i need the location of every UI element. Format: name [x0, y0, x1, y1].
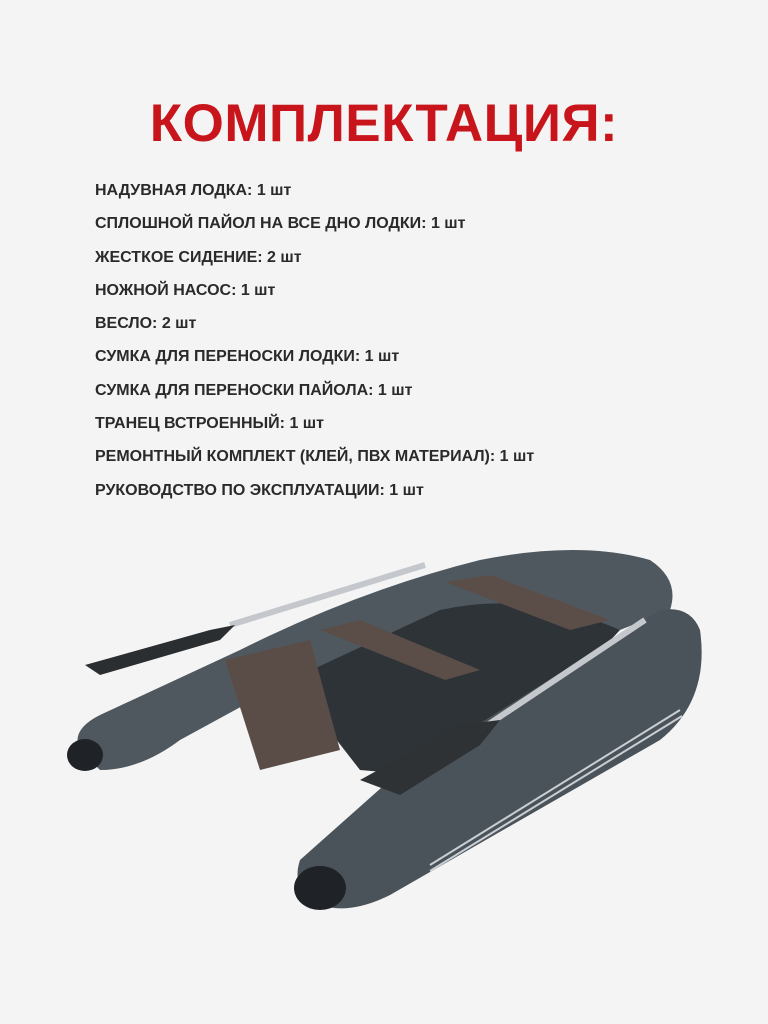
- list-item: НОЖНОЙ НАСОС: 1 шт: [95, 281, 276, 299]
- list-item: НАДУВНАЯ ЛОДКА: 1 шт: [95, 182, 292, 199]
- list-item: СУМКА ДЛЯ ПЕРЕНОСКИ ПАЙОЛА: 1 шт: [95, 381, 413, 399]
- boat-nose-cone: [294, 866, 346, 910]
- page-title: КОМПЛЕКТАЦИЯ:: [149, 94, 619, 153]
- list-item: ВЕСЛО: 2 шт: [95, 315, 197, 333]
- boat-nose-cone: [67, 739, 103, 771]
- list-item: СУМКА ДЛЯ ПЕРЕНОСКИ ЛОДКИ: 1 шт: [95, 348, 400, 366]
- list-item: РУКОВОДСТВО ПО ЭКСПЛУАТАЦИИ: 1 шт: [95, 481, 424, 499]
- list-item: ТРАНЕЦ ВСТРОЕННЫЙ: 1 шт: [95, 415, 324, 433]
- list-item: СПЛОШНОЙ ПАЙОЛ НА ВСЕ ДНО ЛОДКИ: 1 шт: [95, 215, 466, 233]
- list-item: РЕМОНТНЫЙ КОМПЛЕКТ (КЛЕЙ, ПВХ МАТЕРИАЛ): 1 шт: [95, 448, 535, 466]
- list-item: ЖЕСТКОЕ СИДЕНИЕ: 2 шт: [95, 248, 302, 266]
- package-contents-list: [95, 180, 534, 513]
- inflatable-boat-image: [60, 530, 710, 930]
